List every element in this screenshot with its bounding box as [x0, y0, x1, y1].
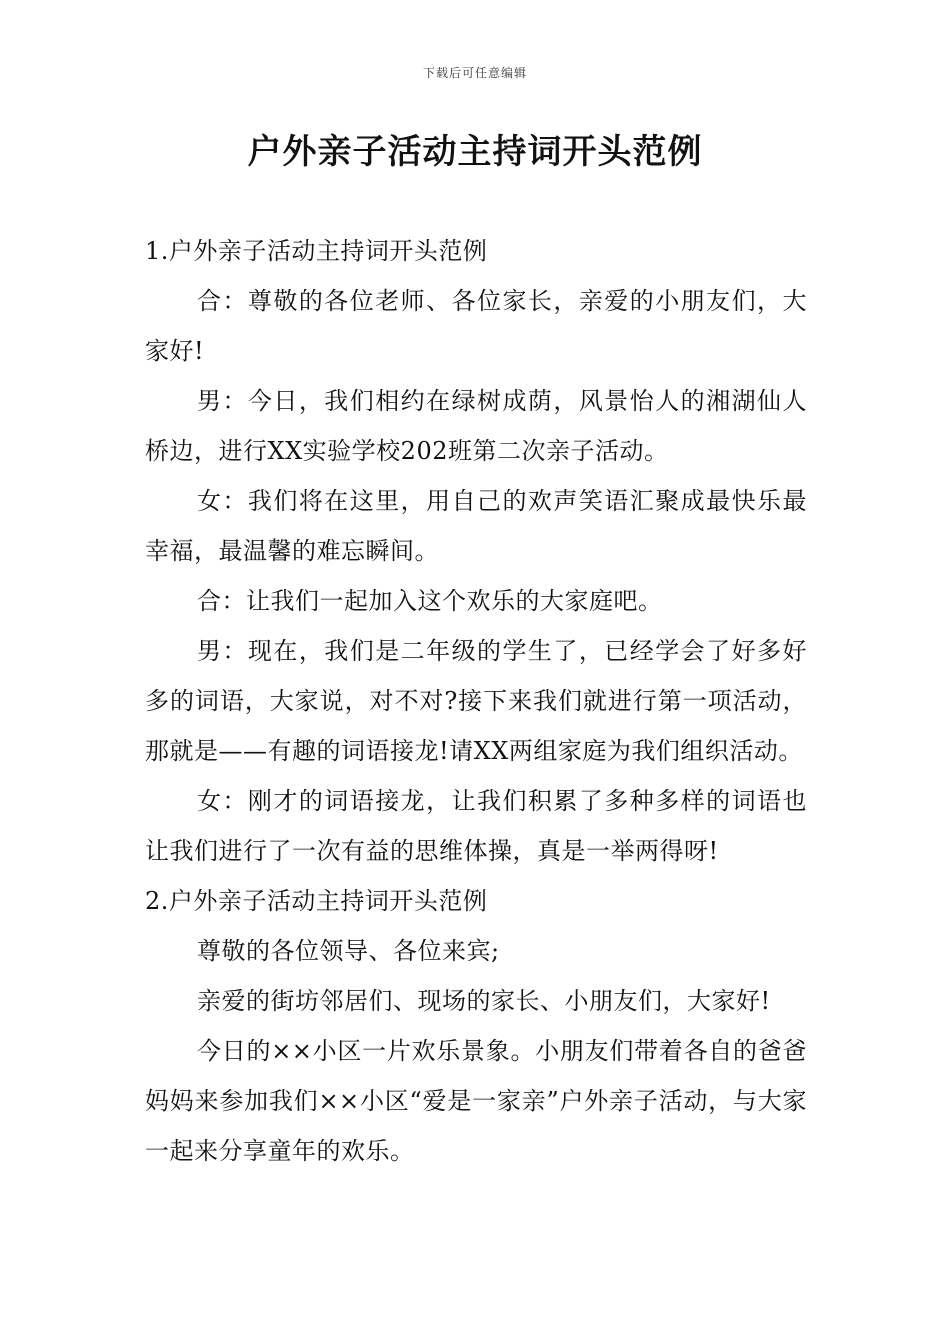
paragraph-5: 男：现在，我们是二年级的学生了，已经学会了好多好多的词语，大家说，对不对?接下来我们就进行第一项活动，那就是——有趣的词语接龙!请XX两组家庭为我们组织活动。: [145, 637, 807, 765]
paragraph-8: 亲爱的街坊邻居们、现场的家长、小朋友们，大家好!: [197, 987, 771, 1015]
header-note: 下载后可任意编辑: [422, 66, 527, 80]
section-heading-2: 2.户外亲子活动主持词开头范例: [145, 887, 488, 915]
paragraph-7: 尊敬的各位领导、各位来宾;: [197, 937, 500, 965]
paragraph-3: 女：我们将在这里，用自己的欢声笑语汇聚成最快乐最幸福，最温馨的难忘瞬间。: [145, 487, 807, 565]
page-title: 户外亲子活动主持词开头范例: [247, 132, 703, 172]
document-body: [145, 226, 807, 1176]
paragraph-1: 合：尊敬的各位老师、各位家长，亲爱的小朋友们，大家好!: [145, 287, 807, 365]
paragraph-9: 今日的××小区一片欢乐景象。小朋友们带着各自的爸爸妈妈来参加我们××小区“爱是一家亲”户外亲子活动，与大家一起来分享童年的欢乐。: [145, 1037, 807, 1165]
paragraph-2: 男：今日，我们相约在绿树成荫，风景怡人的湘湖仙人桥边，进行XX实验学校202班第二次亲子活动。: [145, 387, 807, 465]
paragraph-4: 合：让我们一起加入这个欢乐的大家庭吧。: [197, 587, 663, 615]
section-heading-1: 1.户外亲子活动主持词开头范例: [145, 237, 488, 265]
paragraph-6: 女：刚才的词语接龙，让我们积累了多种多样的词语也让我们进行了一次有益的思维体操，真是一举两得呀!: [145, 787, 807, 865]
